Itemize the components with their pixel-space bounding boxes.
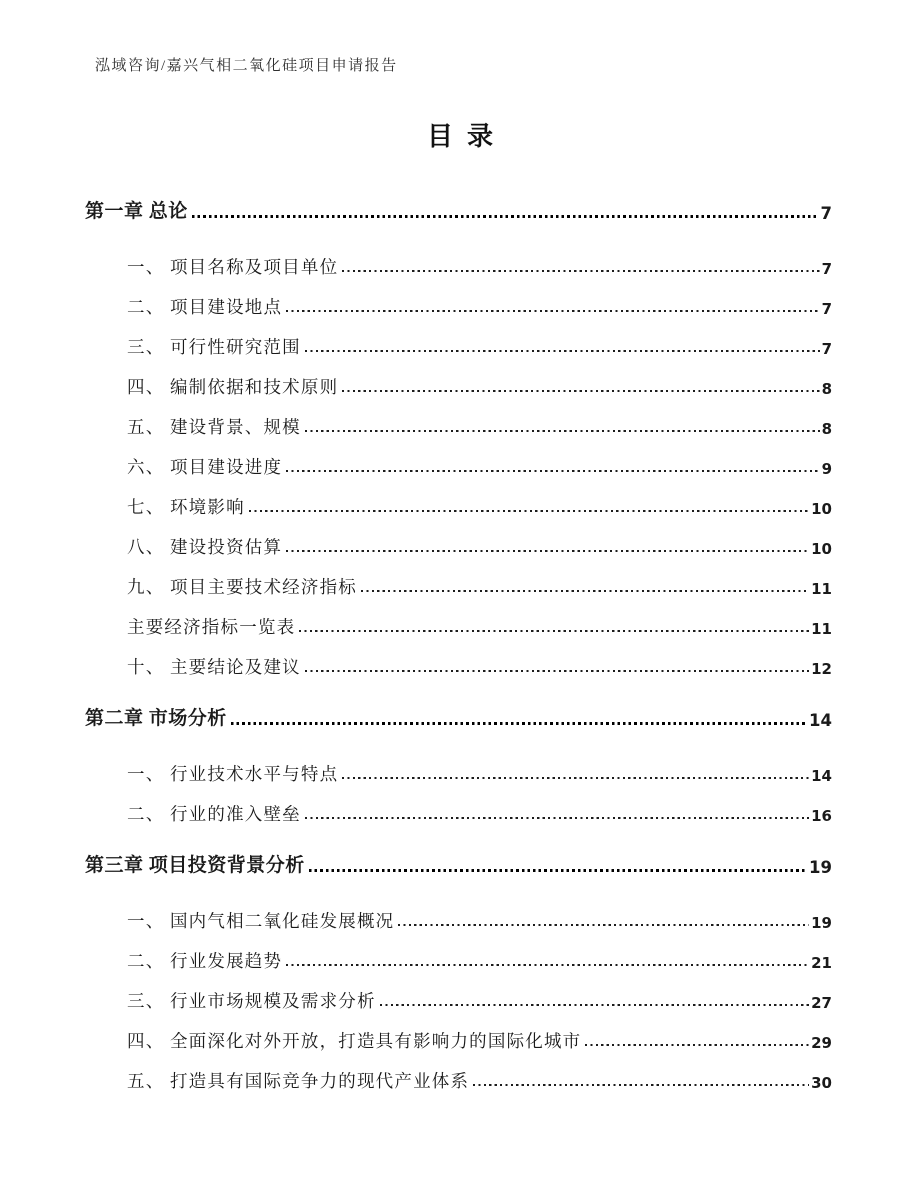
toc-entry-label: 二、 行业发展趋势	[127, 950, 283, 971]
document-header: 泓域咨询/嘉兴气相二氧化硅项目申请报告	[95, 58, 398, 74]
toc-entry-page: 16	[811, 807, 832, 825]
toc-entry-label: 五、 打造具有国际竞争力的现代产业体系	[127, 1070, 470, 1091]
dot-leader	[305, 817, 809, 819]
toc-entry[interactable]	[85, 971, 832, 1011]
dot-leader	[342, 390, 819, 392]
toc-entry-label: 第二章 市场分析	[85, 708, 227, 730]
toc-entry-page: 9	[821, 460, 832, 478]
toc-entry[interactable]	[85, 891, 832, 931]
toc-entry-label: 三、 可行性研究范围	[127, 336, 301, 357]
toc-entry[interactable]	[85, 744, 832, 784]
toc-entry-page: 29	[811, 1034, 832, 1052]
toc-entry-label: 一、 项目名称及项目单位	[127, 256, 339, 277]
toc-entry-label: 主要经济指标一览表	[127, 616, 296, 637]
dot-leader	[309, 869, 807, 872]
toc-entry-page: 30	[811, 1074, 832, 1092]
toc-entry[interactable]	[85, 689, 832, 730]
toc-entry[interactable]	[85, 517, 832, 557]
dot-leader	[342, 777, 809, 779]
toc-entry[interactable]	[85, 597, 832, 637]
toc-entry-label: 八、 建设投资估算	[127, 536, 283, 557]
toc-entry-label: 二、 项目建设地点	[127, 296, 283, 317]
toc-entry-label: 六、 项目建设进度	[127, 456, 283, 477]
dot-leader	[286, 964, 809, 966]
toc-entry[interactable]	[85, 1011, 832, 1051]
toc-entry-page: 10	[811, 540, 832, 558]
toc-entry[interactable]	[85, 182, 832, 223]
toc-entry-label: 一、 行业技术水平与特点	[127, 763, 339, 784]
toc-entry-label: 三、 行业市场规模及需求分析	[127, 990, 376, 1011]
dot-leader	[231, 722, 807, 725]
toc-entry[interactable]	[85, 277, 832, 317]
toc-entry-page: 12	[811, 660, 832, 678]
toc-entry-label: 一、 国内气相二氧化硅发展概况	[127, 910, 395, 931]
dot-leader	[305, 350, 820, 352]
toc-entry[interactable]	[85, 557, 832, 597]
page-title: 目录	[426, 122, 507, 151]
toc-entry-label: 五、 建设背景、规模	[127, 416, 301, 437]
toc-entry-label: 九、 项目主要技术经济指标	[127, 576, 357, 597]
toc-entry[interactable]	[85, 477, 832, 517]
toc-entry-page: 19	[811, 914, 832, 932]
toc-entry-page: 7	[821, 340, 832, 358]
toc-entry-page: 7	[820, 204, 832, 224]
dot-leader	[305, 430, 820, 432]
toc-entry[interactable]	[85, 397, 832, 437]
toc-entry-page: 14	[811, 767, 832, 785]
table-of-contents	[85, 170, 832, 1091]
toc-entry-label: 十、 主要结论及建议	[127, 656, 301, 677]
toc-entry-page: 10	[811, 500, 832, 518]
toc-entry[interactable]	[85, 836, 832, 877]
dot-leader	[192, 215, 819, 218]
toc-entry-label: 二、 行业的准入壁垒	[127, 803, 301, 824]
toc-entry-page: 8	[821, 380, 832, 398]
dot-leader	[398, 924, 809, 926]
toc-entry[interactable]	[85, 931, 832, 971]
toc-entry-label: 七、 环境影响	[127, 496, 245, 517]
toc-entry-page: 14	[809, 711, 832, 731]
dot-leader	[305, 670, 809, 672]
toc-entry[interactable]	[85, 437, 832, 477]
toc-entry-label: 第三章 项目投资背景分析	[85, 855, 305, 877]
toc-entry-page: 7	[821, 260, 832, 278]
dot-leader	[361, 590, 809, 592]
toc-entry-page: 11	[811, 580, 832, 598]
toc-entry[interactable]	[85, 237, 832, 277]
toc-entry[interactable]	[85, 317, 832, 357]
dot-leader	[299, 630, 809, 632]
dot-leader	[473, 1084, 809, 1086]
toc-entry[interactable]	[85, 357, 832, 397]
dot-leader	[380, 1004, 809, 1006]
dot-leader	[286, 470, 819, 472]
toc-entry-page: 11	[811, 620, 832, 638]
toc-entry[interactable]	[85, 784, 832, 824]
dot-leader	[249, 510, 809, 512]
dot-leader	[342, 270, 819, 272]
toc-entry-page: 21	[811, 954, 832, 972]
toc-entry[interactable]	[85, 1051, 832, 1091]
toc-entry-page: 7	[821, 300, 832, 318]
toc-entry-page: 19	[809, 858, 832, 878]
toc-entry-page: 27	[811, 994, 832, 1012]
toc-entry-label: 四、 编制依据和技术原则	[127, 376, 339, 397]
toc-entry[interactable]	[85, 637, 832, 677]
toc-entry-label: 第一章 总论	[85, 201, 188, 223]
dot-leader	[286, 310, 819, 312]
toc-entry-label: 四、 全面深化对外开放，打造具有影响力的国际化城市	[127, 1030, 582, 1051]
dot-leader	[585, 1044, 809, 1046]
toc-entry-page: 8	[821, 420, 832, 438]
dot-leader	[286, 550, 809, 552]
